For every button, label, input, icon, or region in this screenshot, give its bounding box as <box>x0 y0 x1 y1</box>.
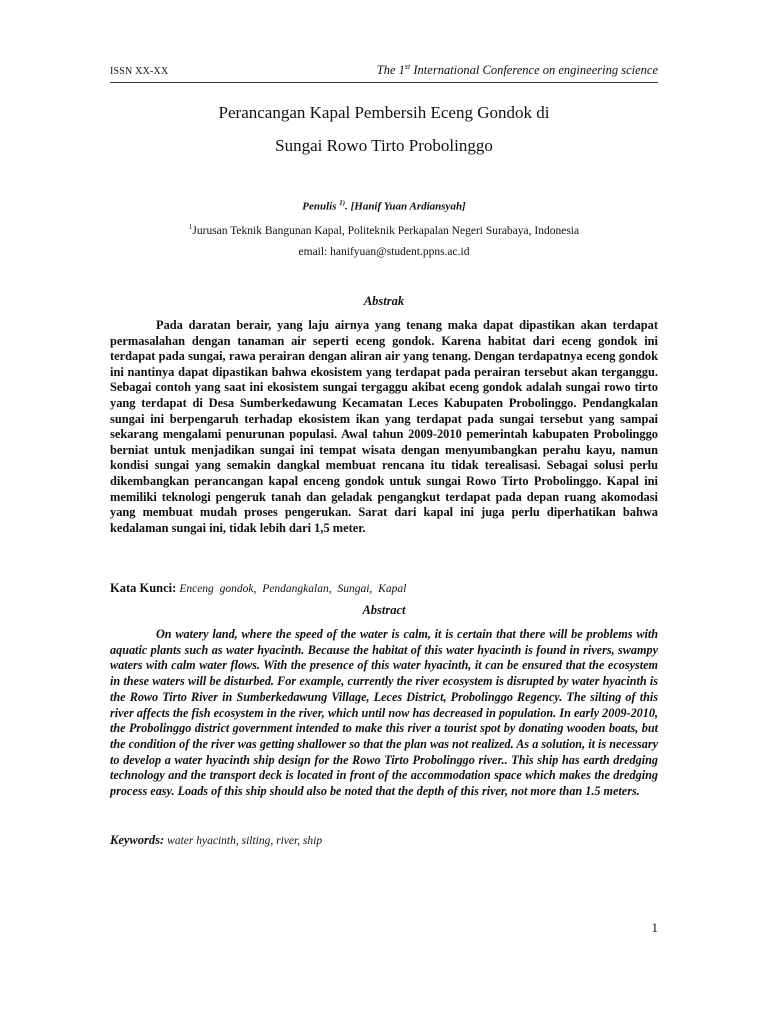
abstract-body: On watery land, where the speed of the water is calm, it is certain that there will be problems with aquatic plants such as water hyacinth. Because the habitat of this water hyacinth is found in rivers, swampy waters with calm water flows. With the presence of this water hyacinth, it can be ensured that the ecosystem in these waters will be disturbed. For example, currently the river ecosystem is disrupted by water hyacinth is the Rowo Tirto River in Sumberkedawung Village, Leces District, Probolinggo Regency. The silting of this river affects the fish ecosystem in the river, which until now has decreased in population. In early 2009-2010, the Probolinggo district government intended to make this river a tourist spot by donating wooden boats, but the condition of the river was getting shallower so that the plan was not realized. As a solution, it is necessary to develop a water hyacinth ship design for the Rowo Tirto Probolinggo river.. This ship has earth dredging technology and the transport deck is located in front of the accommodation space which makes the dredging process easy. Loads of this ship should also be noted that the depth of this river, not more than 1.5 meters. <box>110 627 658 799</box>
author-affiliation-mark: 1) <box>339 199 346 207</box>
keywords-value: water hyacinth, silting, river, ship <box>167 835 323 847</box>
issn-label: ISSN XX-XX <box>110 66 169 77</box>
conference-ordinal: st <box>404 62 411 71</box>
author-name: . [Hanif Yuan Ardiansyah] <box>345 200 466 213</box>
conference-name <box>377 62 658 78</box>
conference-suffix: International Conference on engineering science <box>410 63 658 78</box>
conference-prefix: The 1 <box>376 63 405 78</box>
paper-title-line-2: Sungai Rowo Tirto Probolinggo <box>275 136 493 155</box>
kata-kunci <box>110 581 658 596</box>
affiliation-text: Jurusan Teknik Bangunan Kapal, Politeknik Perkapalan Negeri Surabaya, Indonesia <box>192 224 580 237</box>
abstract-heading: Abstract <box>362 603 406 617</box>
affiliation-mark: 1 <box>188 223 193 231</box>
author-email: email: hanifyuan@student.ppns.ac.id <box>298 246 470 258</box>
kata-kunci-value: Enceng gondok, Pendangkalan, Sungai, Kapal <box>179 583 407 595</box>
keywords <box>110 833 658 848</box>
abstrak-heading: Abstrak <box>363 294 405 308</box>
page-number: 1 <box>651 920 658 935</box>
affiliation <box>110 223 658 237</box>
author-prefix: Penulis <box>302 200 340 213</box>
running-header <box>110 60 658 83</box>
kata-kunci-label: Kata Kunci: <box>110 581 177 595</box>
paper-title-line-1: Perancangan Kapal Pembersih Eceng Gondok di <box>218 103 550 122</box>
abstrak-body: Pada daratan berair, yang laju airnya yang tenang maka dapat dipastikan akan terdapat permasalahan dengan tanaman air seperti eceng gondok. Karena habitat dari eceng gondok ini terdapat pada sungai, rawa perairan dengan aliran air yang tenang. Dengan terdapatnya eceng gondok ini nantinya dapat dipastikan bahwa ekosistem yang terdapat pada perairan tersebut akan terganggu. Sebagai contoh yang saat ini ekosistem sungai tergaggu akibat eceng gondok adalah sungai rowo tirto yang terdapat di Desa Sumberkedawung Kecamatan Leces Kabupaten Probolinggo. Pendangkalan sungai ini berpengaruh terhadap ekosistem ikan yang terdapat pada sungai tersebut yang sampai sekarang mengalami penurunan populasi. Awal tahun 2009-2010 pemerintah kabupaten Probolinggo berniat untuk menjadikan sungai ini tempat wisata dengan menyumbangkan perahu kayu, namun kondisi sungai yang semakin dangkal membuat rencana itu tidak terealisasi. Sebagai solusi perlu dikembangkan perancangan kapal enceng gondok untuk sungai Rowo Tirto Probolinggo. Kapal ini memiliki teknologi pengeruk tanah dan geladak pengangkut terdapat pada depan ruang akomodasi yang membuat mudah proses pengerukan. Sarat dari kapal ini juga perlu diperhatikan bahwa kedalaman sungai ini, tidak lebih dari 1,5 meter. <box>110 318 658 535</box>
author-line <box>110 199 658 213</box>
keywords-label: Keywords: <box>110 833 165 847</box>
